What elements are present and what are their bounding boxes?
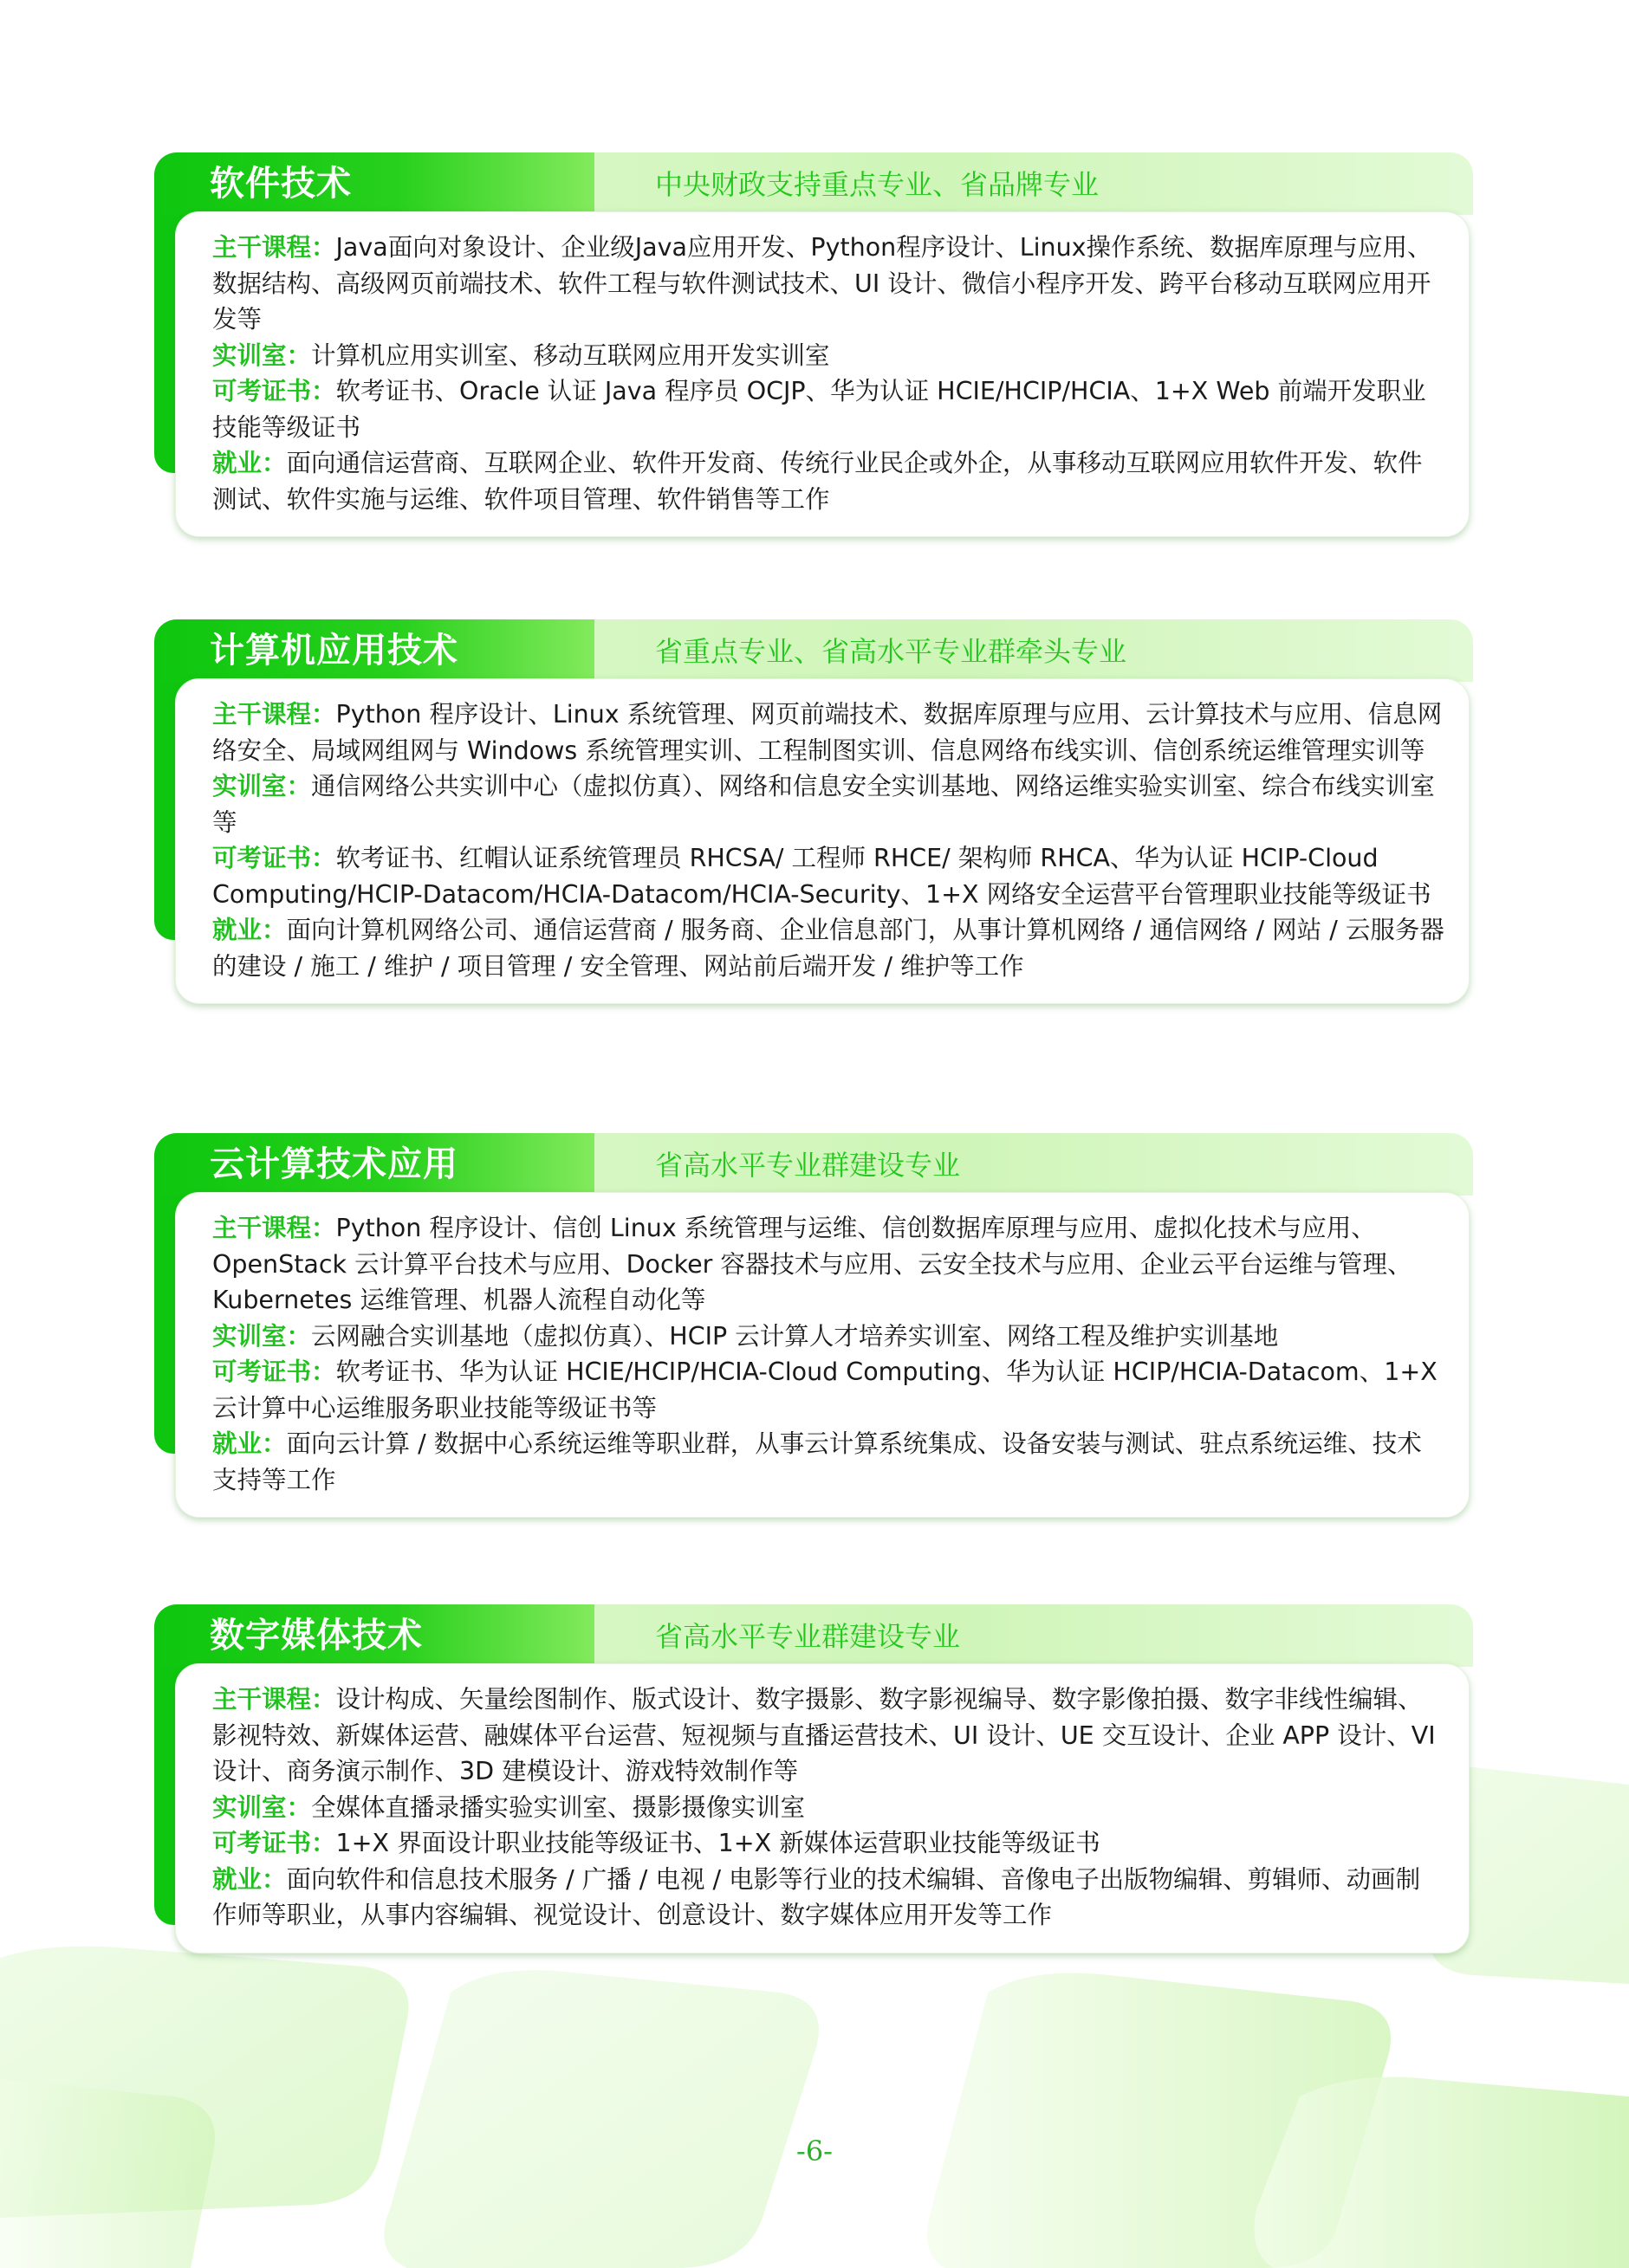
certs-row — [212, 373, 1444, 445]
section-title: 软件技术 — [210, 164, 352, 204]
section-title: 云计算技术应用 — [210, 1144, 458, 1184]
section-card — [175, 211, 1470, 537]
certs-row — [212, 1825, 1444, 1862]
labs-row — [212, 1319, 1444, 1355]
jobs-row — [212, 445, 1444, 517]
certs-label: 可考证书： — [212, 1358, 336, 1386]
certs-text: 软考证书、Oracle 认证 Java 程序员 OCJP、华为认证 HCIE/HCIP/HCIA、1+X Web 前端开发职业技能等级证书 — [212, 377, 1426, 442]
jobs-text: 面向通信运营商、互联网企业、软件开发商、传统行业民企或外企，从事移动互联网应用软件开发、软件测试、软件实施与运维、软件项目管理、软件销售等工作 — [212, 449, 1423, 514]
labs-text: 全媒体直播录播实验实训室、摄影摄像实训室 — [311, 1792, 806, 1822]
courses-label: 主干课程： — [212, 233, 336, 262]
labs-row — [212, 338, 1444, 374]
section-card — [175, 1663, 1470, 1954]
courses-row — [212, 1210, 1444, 1319]
jobs-text: 面向云计算 / 数据中心系统运维等职业群，从事云计算系统集成、设备安装与测试、驻点系统运维、技术支持等工作 — [212, 1429, 1422, 1494]
courses-text: 设计构成、矢量绘图制作、版式设计、数字摄影、数字影视编导、数字影像拍摄、数字非线性编辑、影视特效、新媒体运营、融媒体平台运营、短视频与直播运营技术、UI 设计、UE 交互设计、企业 APP 设计、VI 设计、商务演示制作、3D 建模设计、游戏特效制作等 — [212, 1685, 1436, 1785]
labs-text: 云网融合实训基地（虚拟仿真）、HCIP 云计算人才培养实训室、网络工程及维护实训基地 — [311, 1321, 1279, 1351]
courses-row — [212, 230, 1444, 338]
certs-label: 可考证书： — [212, 1829, 336, 1857]
labs-row — [212, 1790, 1444, 1826]
jobs-text: 面向计算机网络公司、通信运营商 / 服务商、企业信息部门，从事计算机网络 / 通信网络 / 网站 / 云服务器的建设 / 施工 / 维护 / 项目管理 / 安全管理、网站前后端开发 / 维护等工作 — [212, 916, 1444, 981]
courses-text: Java面向对象设计、企业级Java应用开发、Python程序设计、Linux操作系统、数据库原理与应用、数据结构、高级网页前端技术、软件工程与软件测试技术、UI 设计、微信小程序开发、跨平台移动互联网应用开发等 — [212, 233, 1432, 334]
jobs-row — [212, 1426, 1444, 1498]
section-subtitle: 省高水平专业群建设专业 — [655, 1620, 961, 1653]
jobs-label: 就业： — [212, 1429, 287, 1458]
labs-label: 实训室： — [212, 772, 312, 800]
certs-text: 软考证书、华为认证 HCIE/HCIP/HCIA-Cloud Computing、华为认证 HCIP/HCIA-Datacom、1+X 云计算中心运维服务职业技能等级证书等 — [212, 1358, 1438, 1422]
certs-text: 1+X 界面设计职业技能等级证书、1+X 新媒体运营职业技能等级证书 — [335, 1829, 1100, 1857]
section-subtitle: 省重点专业、省高水平专业群牵头专业 — [655, 635, 1127, 668]
courses-row — [212, 1682, 1444, 1790]
labs-label: 实训室： — [212, 340, 312, 370]
labs-label: 实训室： — [212, 1792, 312, 1822]
labs-text: 通信网络公共实训中心（虚拟仿真）、网络和信息安全实训基地、网络运维实验实训室、综合布线实训室等 — [212, 772, 1435, 837]
courses-label: 主干课程： — [212, 1214, 336, 1242]
section-card — [175, 1192, 1470, 1518]
labs-label: 实训室： — [212, 1321, 312, 1351]
section-subtitle: 中央财政支持重点专业、省品牌专业 — [655, 168, 1100, 201]
jobs-label: 就业： — [212, 916, 287, 944]
certs-text: 软考证书、红帽认证系统管理员 RHCSA/ 工程师 RHCE/ 架构师 RHCA、华为认证 HCIP-Cloud Computing/HCIP-Datacom/HCIA-Datacom/HCIA-Security、1+X 网络安全运营平台管理职业技能等级证书 — [212, 844, 1431, 909]
section-title: 数字媒体技术 — [210, 1616, 423, 1656]
labs-row — [212, 768, 1444, 840]
courses-row — [212, 697, 1444, 768]
section-subtitle: 省高水平专业群建设专业 — [655, 1149, 961, 1182]
section-title: 计算机应用技术 — [210, 631, 458, 671]
courses-label: 主干课程： — [212, 700, 336, 729]
page-number: -6- — [796, 2135, 833, 2168]
certs-row — [212, 1354, 1444, 1426]
certs-label: 可考证书： — [212, 844, 336, 872]
jobs-row — [212, 1862, 1444, 1934]
labs-text: 计算机应用实训室、移动互联网应用开发实训室 — [311, 340, 830, 370]
courses-text: Python 程序设计、Linux 系统管理、网页前端技术、数据库原理与应用、云计算技术与应用、信息网络安全、局域网组网与 Windows 系统管理实训、工程制图实训、信息网络布线实训、信创系统运维管理实训等 — [212, 700, 1443, 765]
certs-row — [212, 840, 1444, 912]
jobs-row — [212, 912, 1444, 984]
section-card — [175, 678, 1470, 1004]
jobs-label: 就业： — [212, 1864, 287, 1894]
courses-text: Python 程序设计、信创 Linux 系统管理与运维、信创数据库原理与应用、虚拟化技术与应用、OpenStack 云计算平台技术与应用、Docker 容器技术与应用、云安全技术与应用、企业云平台运维与管理、Kubernetes 运维管理、机器人流程自动化等 — [212, 1214, 1412, 1314]
certs-label: 可考证书： — [212, 377, 336, 405]
jobs-text: 面向软件和信息技术服务 / 广播 / 电视 / 电影等行业的技术编辑、音像电子出版物编辑、剪辑师、动画制作师等职业，从事内容编辑、视觉设计、创意设计、数字媒体应用开发等工作 — [212, 1864, 1421, 1929]
jobs-label: 就业： — [212, 449, 287, 477]
courses-label: 主干课程： — [212, 1685, 336, 1714]
